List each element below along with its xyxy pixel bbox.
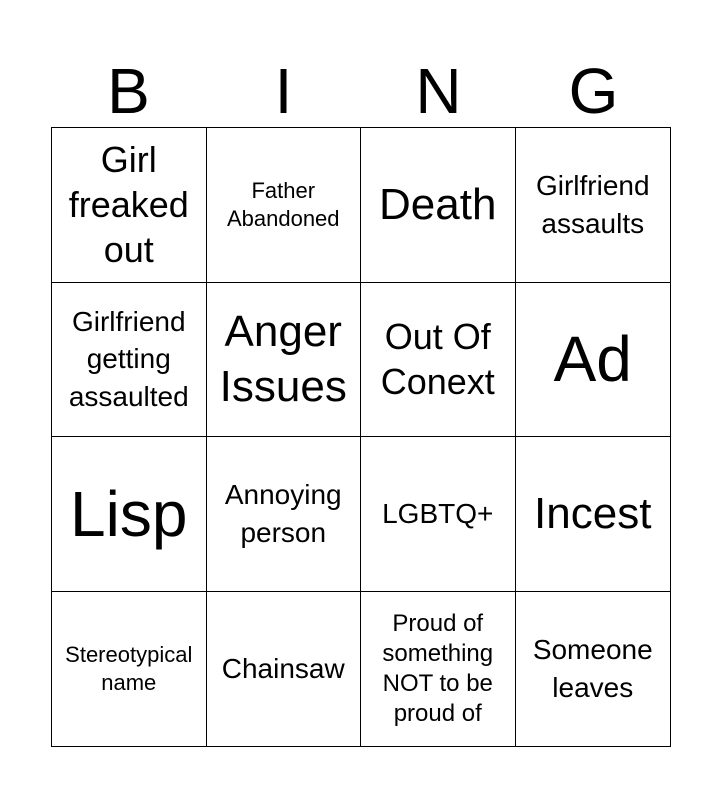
bingo-cell-label: Girlfriend assaults — [535, 169, 650, 239]
bingo-cell[interactable] — [361, 592, 516, 747]
bingo-cell-label: Chainsaw — [221, 652, 345, 684]
bingo-cell-label: Annoying person — [224, 478, 342, 548]
bingo-cell-label: Girlfriend getting assaulted — [68, 305, 189, 413]
bingo-cell[interactable] — [207, 283, 362, 438]
bingo-header — [51, 52, 671, 128]
header-letter-n: N — [415, 55, 462, 127]
bingo-cell-label: Girl freaked out — [68, 139, 189, 271]
bingo-cell-label: Incest — [534, 489, 652, 539]
header-letter-i: I — [274, 55, 293, 127]
bingo-cell[interactable] — [52, 128, 207, 283]
bingo-cell[interactable] — [207, 128, 362, 283]
bingo-cell-label: Proud of something NOT to be proud of — [382, 609, 494, 727]
bingo-cell[interactable] — [52, 283, 207, 438]
bingo-board — [51, 127, 671, 747]
bingo-cell-label: Out Of Conext — [380, 316, 495, 403]
bingo-cell-label: Ad — [553, 323, 632, 396]
bingo-cell[interactable] — [516, 128, 671, 283]
bingo-cell[interactable] — [361, 283, 516, 438]
bingo-cell[interactable] — [516, 437, 671, 592]
bingo-cell-label: LGBTQ+ — [382, 497, 494, 529]
bingo-cell-label: Stereotypical name — [65, 642, 193, 695]
bingo-cell[interactable] — [516, 592, 671, 747]
bingo-cell-label: Someone leaves — [532, 633, 653, 703]
header-letter-b: B — [107, 55, 150, 127]
bingo-cell[interactable] — [52, 437, 207, 592]
header-letter-g: G — [568, 55, 619, 127]
bingo-cell[interactable] — [361, 437, 516, 592]
bingo-cell[interactable] — [52, 592, 207, 747]
bingo-cell[interactable] — [361, 128, 516, 283]
bingo-cell-label: Death — [379, 180, 497, 230]
bingo-cell-label: Anger Issues — [219, 307, 347, 412]
bingo-cell[interactable] — [516, 283, 671, 438]
bingo-cell[interactable] — [207, 592, 362, 747]
bingo-cell[interactable] — [207, 437, 362, 592]
bingo-cell-label: Father Abandoned — [226, 178, 340, 231]
bingo-cell-label: Lisp — [70, 477, 188, 550]
